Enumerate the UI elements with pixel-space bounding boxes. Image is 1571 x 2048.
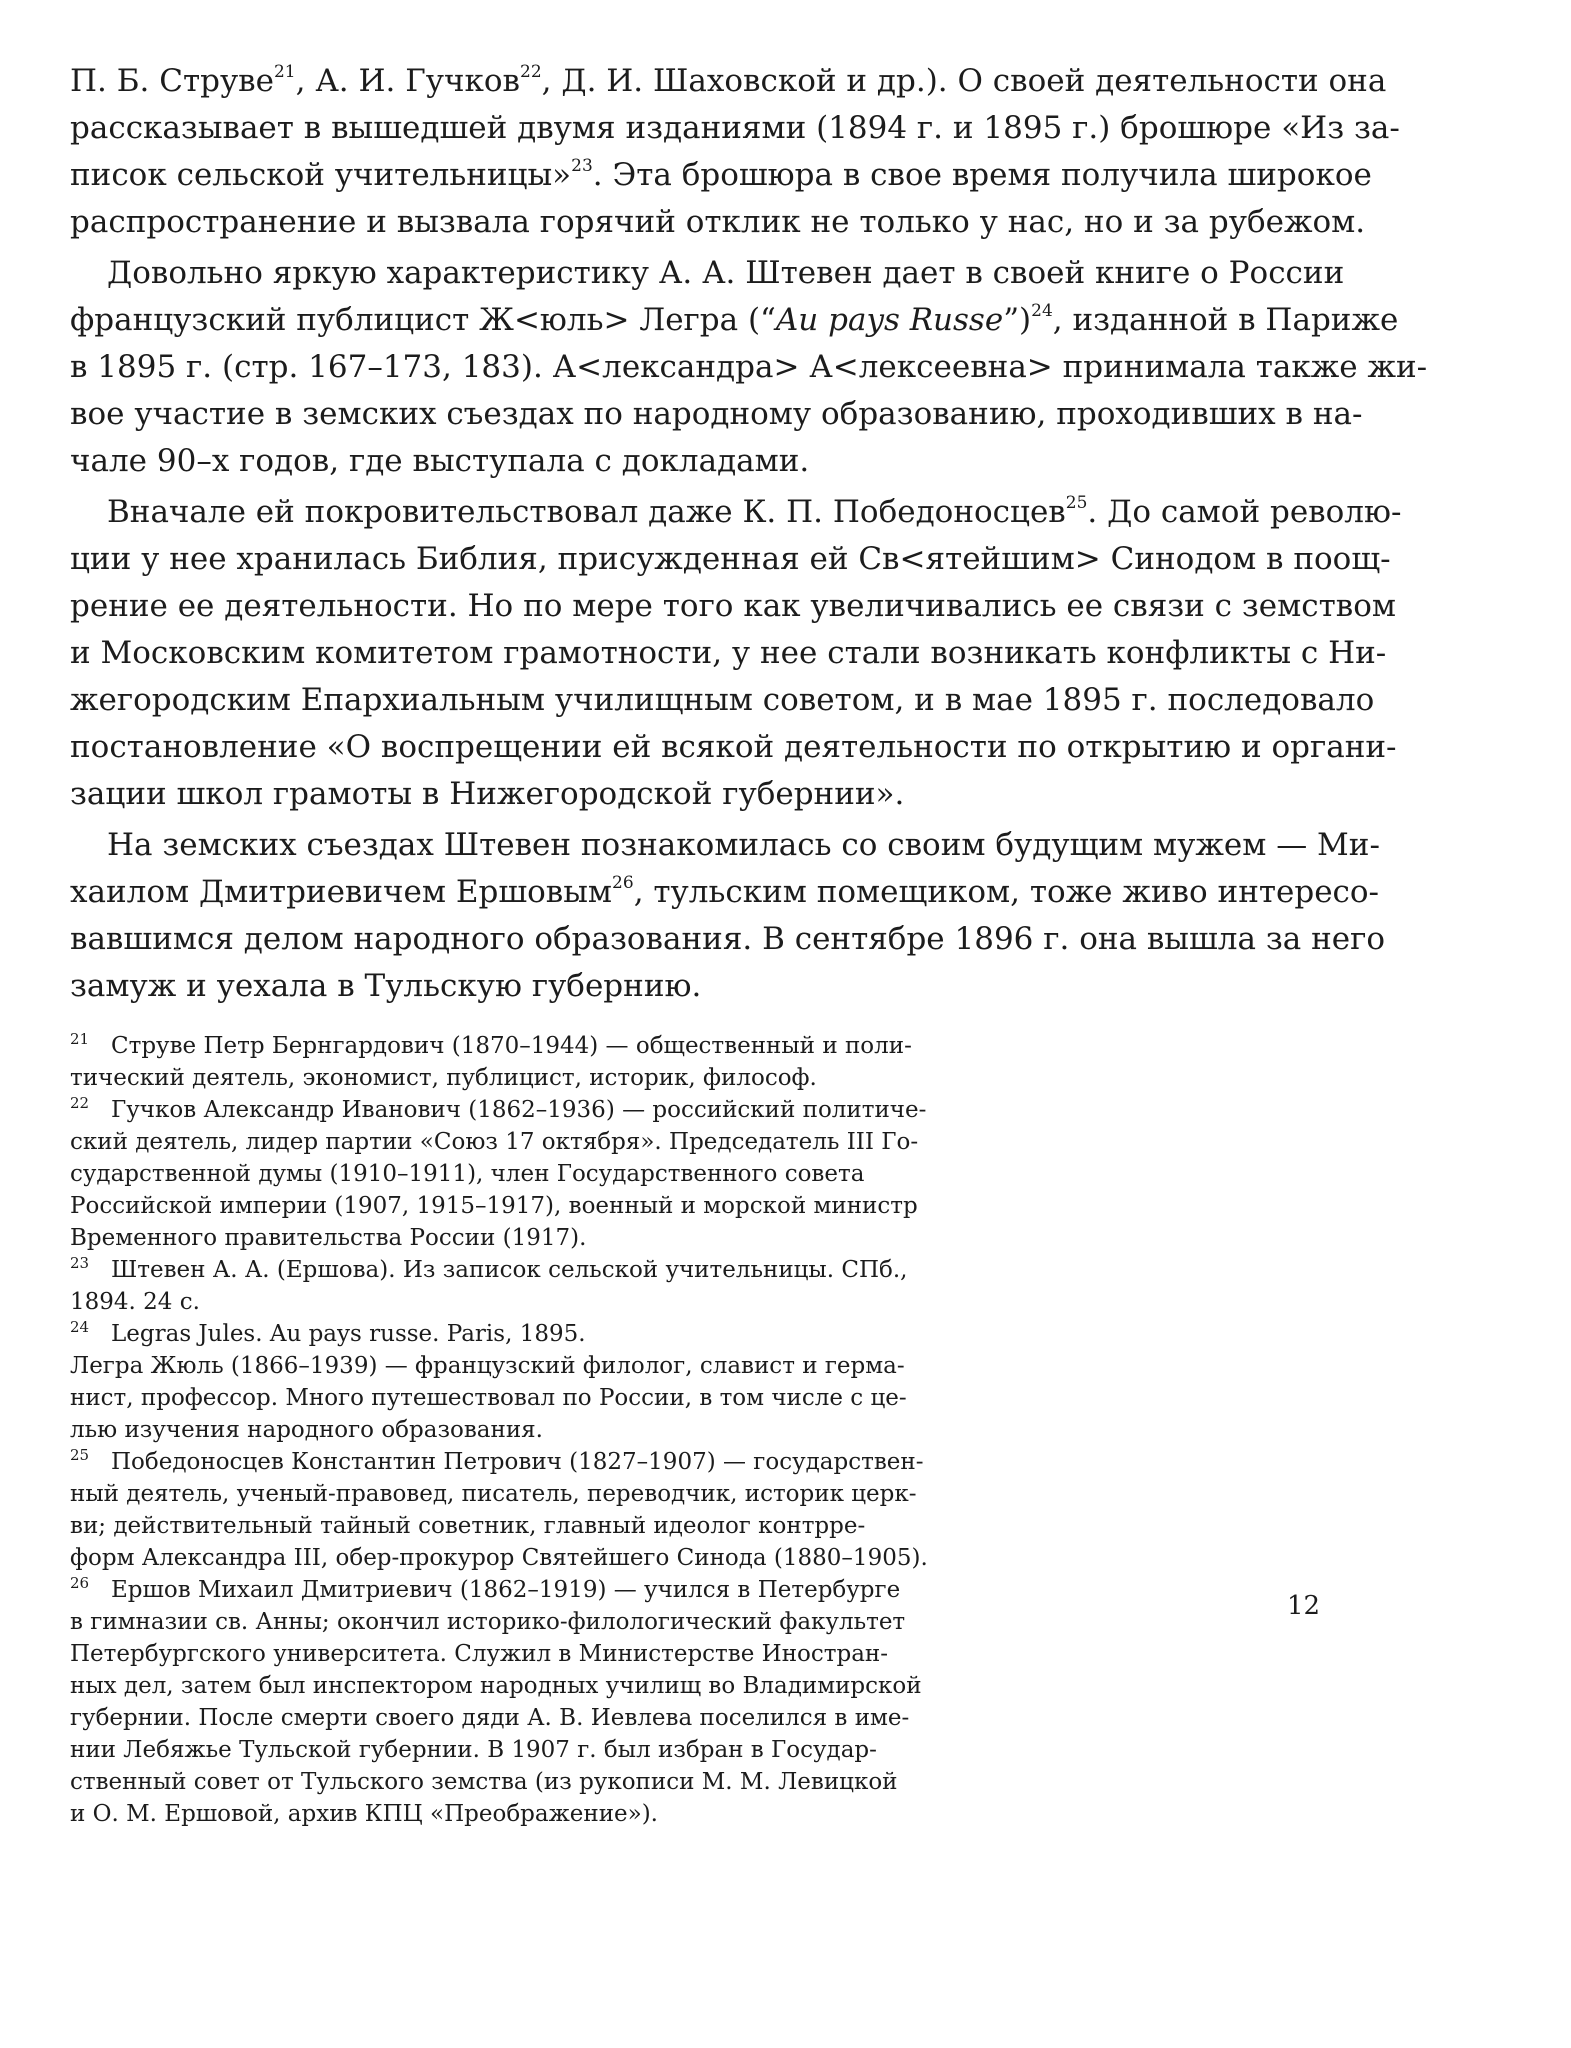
text-segment: вое участие в земских съездах по народному образованию, проходивших в на- <box>70 396 1363 432</box>
footnote-line <box>70 1222 1070 1254</box>
text-line <box>70 391 1363 438</box>
text-line <box>70 152 1372 199</box>
footnote-line: 25 Победоносцев Константин Петрович (1827–1907) — государствен- <box>70 1446 924 1475</box>
footnote-text: тический деятель, экономист, публицист, историк, философ. <box>70 1065 817 1091</box>
footnote-22 <box>70 1094 1070 1254</box>
text-line <box>70 250 1360 297</box>
footnote-text: форм Александра III, обер-прокурор Святейшего Синода (1880–1905). <box>70 1545 928 1571</box>
footnote-text: Гучков Александр Иванович (1862–1936) — российский политиче- <box>111 1097 927 1123</box>
footnote-line <box>70 1670 1070 1702</box>
text-line <box>70 105 1400 152</box>
footnote-text: в гимназии св. Анны; окончил историко-филологический факультет <box>70 1609 906 1635</box>
text-segment: хаилом Дмитриевичем Ершовым <box>70 874 613 910</box>
footnote-ref-23[interactable]: 23 <box>571 156 593 176</box>
footnote-text: нии Лебяжье Тульской губернии. В 1907 г. был избран в Государ- <box>70 1737 877 1763</box>
paragraph <box>70 822 1385 1010</box>
text-line <box>70 297 1399 344</box>
footnote-line <box>70 1542 1070 1574</box>
page-number: 12 <box>1287 1591 1321 1621</box>
text-segment: ции у нее хранилась Библия, присужденная ей Св<ятейшим> Синодом в поощ- <box>70 541 1391 577</box>
footnotes <box>70 1030 1070 1830</box>
footnote-line <box>70 1414 1070 1446</box>
footnote-line <box>70 1158 1070 1190</box>
text-segment: распространение и вызвала горячий отклик не только у нас, но и за рубежом. <box>70 204 1366 240</box>
footnote-text: Петербургского университета. Служил в Министерстве Иностран- <box>70 1641 889 1667</box>
footnote-text: Легра Жюль (1866–1939) — французский филолог, славист и герма- <box>70 1353 905 1379</box>
footnote-23 <box>70 1254 1070 1318</box>
footnote-text: Российской империи (1907, 1915–1917), военный и морской министр <box>70 1193 918 1219</box>
footnote-line <box>70 1478 1070 1510</box>
text-segment: писок сельской учительницы» <box>70 157 572 193</box>
footnote-line <box>70 1734 1070 1766</box>
text-line <box>70 438 1360 485</box>
footnote-line <box>70 1606 1070 1638</box>
footnote-text: нист, профессор. Много путешествовал по России, в том числе с це- <box>70 1385 907 1411</box>
text-segment: чале 90–х годов, где выступала с докладами. <box>70 443 810 479</box>
text-segment: . Эта брошюра в свое время получила широкое <box>592 157 1372 193</box>
paragraph <box>70 58 1400 246</box>
footnote-24 <box>70 1318 1070 1446</box>
text-segment: На земских съездах Штевен познакомилась со своим будущим мужем — Ми- <box>107 827 1380 863</box>
footnote-text: ный деятель, ученый-правовед, писатель, переводчик, историк церк- <box>70 1481 917 1507</box>
text-segment: замуж и уехала в Тульскую губернию. <box>70 968 702 1004</box>
text-line <box>70 489 1402 536</box>
footnote-line: 24 Legras Jules. Au pays russe. Paris, 1895. <box>70 1318 586 1347</box>
footnote-text: ных дел, затем был инспектором народных училищ во Владимирской <box>70 1673 922 1699</box>
text-segment: жегородским Епархиальным училищным советом, и в мае 1895 г. последовало <box>70 682 1375 718</box>
footnote-text: Струве Петр Бернгардович (1870–1944) — общественный и поли- <box>111 1033 912 1059</box>
text-line <box>70 536 1391 583</box>
text-line <box>70 771 1360 818</box>
footnote-text: Ершов Михаил Дмитриевич (1862–1919) — учился в Петербурге <box>111 1577 901 1603</box>
footnote-text: Победоносцев Константин Петрович (1827–1907) — государствен- <box>111 1449 924 1475</box>
footnote-line <box>70 1350 1070 1382</box>
footnote-ref-21[interactable]: 21 <box>273 62 296 82</box>
footnote-ref-25[interactable]: 25 <box>1065 493 1088 513</box>
text-line <box>70 724 1397 771</box>
footnote-line <box>70 1062 1070 1094</box>
text-line <box>70 58 1387 105</box>
text-segment: постановление «О воспрещении ей всякой деятельности по открытию и органи- <box>70 729 1397 765</box>
text-segment: рассказывает в вышедшей двумя изданиями (1894 г. и 1895 г.) брошюре «Из за- <box>70 110 1400 146</box>
footnote-25 <box>70 1446 1070 1574</box>
footnote-text: Legras Jules. Au pays russe. Paris, 1895. <box>111 1321 586 1347</box>
footnote-line: 21 Струве Петр Бернгардович (1870–1944) — общественный и поли- <box>70 1030 912 1059</box>
footnote-line <box>70 1766 1070 1798</box>
text-segment: П. Б. Струве <box>70 63 274 99</box>
footnote-text: Штевен А. А. (Ершова). Из записок сельской учительницы. СПб., <box>111 1257 908 1283</box>
footnote-text: Временного правительства России (1917). <box>70 1225 587 1251</box>
text-segment: и Московским комитетом грамотности, у нее стали возникать конфликты с Ни- <box>70 635 1387 671</box>
footnote-ref-22[interactable]: 22 <box>520 62 542 82</box>
footnote-line <box>70 1382 1070 1414</box>
text-line <box>70 630 1387 677</box>
text-segment: , А. И. Гучков <box>295 63 521 99</box>
text-line <box>70 963 1360 1010</box>
footnote-line: 23 Штевен А. А. (Ершова). Из записок сельской учительницы. СПб., <box>70 1254 908 1283</box>
footnote-line <box>70 1798 1070 1830</box>
footnote-line <box>70 1702 1070 1734</box>
footnote-line <box>70 1638 1070 1670</box>
text-segment: вавшимся делом народного образования. В сентябре 1896 г. она вышла за него <box>70 921 1385 957</box>
text-line <box>70 916 1385 963</box>
text-segment: французский публицист Ж<юль> Легра (“ <box>70 302 776 338</box>
footnote-line <box>70 1190 1070 1222</box>
text-segment: , Д. И. Шаховской и др.). О своей деятельности она <box>541 63 1387 99</box>
paragraph <box>70 489 1402 818</box>
footnote-26 <box>70 1574 1070 1830</box>
text-line <box>70 869 1380 916</box>
footnote-text: 1894. 24 с. <box>70 1289 200 1315</box>
text-segment: . До самой револю- <box>1087 494 1402 530</box>
footnote-line <box>70 1126 1070 1158</box>
text-segment: в 1895 г. (стр. 167–173, 183). А<лександра> А<лексеевна> принимала также жи- <box>70 349 1428 385</box>
footnote-line <box>70 1286 1070 1318</box>
text-line <box>70 199 1366 246</box>
text-segment: ”) <box>1003 302 1032 338</box>
text-line <box>70 677 1375 724</box>
footnote-text: сударственной думы (1910–1911), член Государственного совета <box>70 1161 865 1187</box>
book-title: Au pays Russe <box>775 302 1004 338</box>
footnote-text: и О. М. Ершовой, архив КПЦ «Преображение»). <box>70 1801 658 1827</box>
text-segment: Довольно яркую характеристику А. А. Штевен дает в своей книге о России <box>107 255 1345 291</box>
text-segment: рение ее деятельности. Но по мере того как увеличивались ее связи с земством <box>70 588 1397 624</box>
footnote-text: губернии. После смерти своего дяди А. В. Иевлева поселился в име- <box>70 1705 910 1731</box>
footnote-text: лью изучения народного образования. <box>70 1417 543 1443</box>
footnote-ref-24[interactable]: 24 <box>1031 301 1053 321</box>
footnote-text: ви; действительный тайный советник, главный идеолог контрре- <box>70 1513 866 1539</box>
text-segment: зации школ грамоты в Нижегородской губернии». <box>70 776 905 812</box>
paragraph <box>70 250 1428 485</box>
footnote-line <box>70 1510 1070 1542</box>
footnote-text: ский деятель, лидер партии «Союз 17 октября». Председатель III Го- <box>70 1129 919 1155</box>
text-segment: , изданной в Париже <box>1052 302 1399 338</box>
text-segment: , тульским помещиком, тоже живо интересо- <box>633 874 1380 910</box>
footnote-text: ственный совет от Тульского земства (из рукописи М. М. Левицкой <box>70 1769 898 1795</box>
footnote-line: 22 Гучков Александр Иванович (1862–1936) — российский политиче- <box>70 1094 927 1123</box>
text-line <box>70 583 1397 630</box>
main-text <box>70 58 1428 1010</box>
text-line <box>70 344 1428 391</box>
footnote-21 <box>70 1030 1070 1094</box>
footnote-line: 26 Ершов Михаил Дмитриевич (1862–1919) — учился в Петербурге <box>70 1574 901 1603</box>
text-line <box>70 822 1380 869</box>
footnote-ref-26[interactable]: 26 <box>612 873 634 893</box>
text-segment: Вначале ей покровительствовал даже К. П. Победоносцев <box>107 494 1066 530</box>
